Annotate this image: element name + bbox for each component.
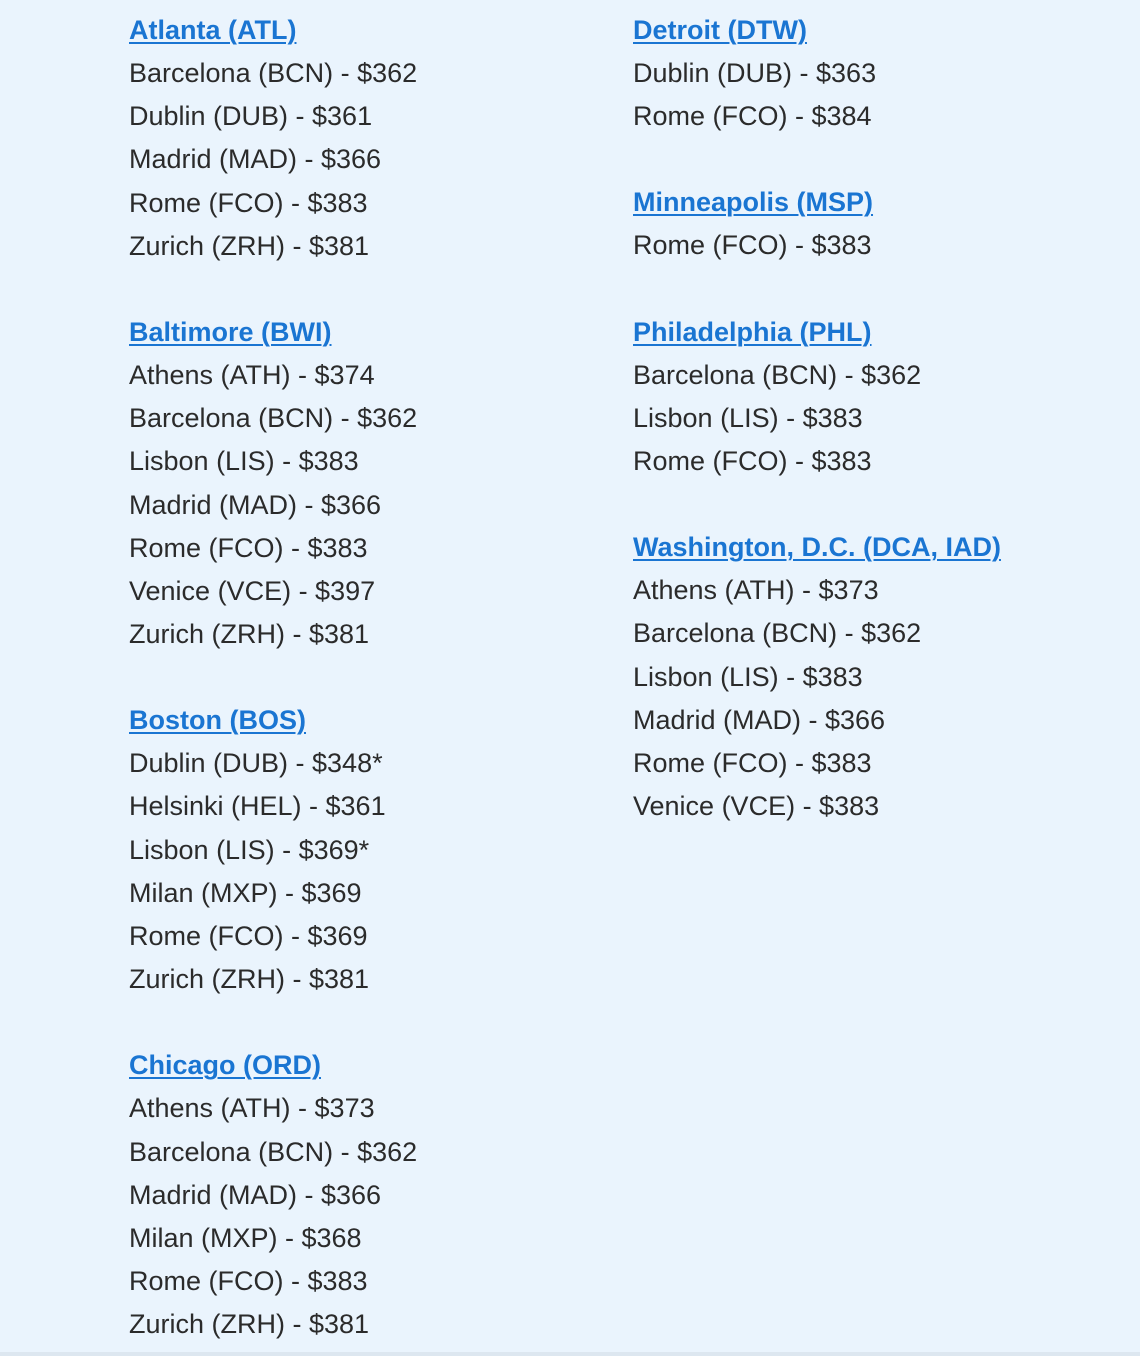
route-item: Rome (FCO) - $383 bbox=[633, 445, 872, 476]
route-item: Dublin (DUB) - $348* bbox=[129, 748, 383, 779]
origin-group-washington bbox=[633, 526, 1001, 828]
route-item: Barcelona (BCN) - $362 bbox=[129, 1136, 418, 1167]
origin-group-philadelphia bbox=[633, 311, 1001, 484]
route-item: Athens (ATH) - $374 bbox=[129, 359, 375, 390]
origin-link-detroit[interactable]: Detroit (DTW) bbox=[633, 15, 807, 45]
origin-link-philadelphia[interactable]: Philadelphia (PHL) bbox=[633, 316, 872, 347]
route-item: Zurich (ZRH) - $381 bbox=[129, 1309, 370, 1340]
origin-link-baltimore[interactable]: Baltimore (BWI) bbox=[129, 316, 332, 347]
route-item: Venice (VCE) - $397 bbox=[129, 575, 376, 606]
route-item: Lisbon (LIS) - $383 bbox=[129, 446, 359, 477]
route-item: Milan (MXP) - $369 bbox=[129, 877, 362, 908]
origin-group-detroit bbox=[633, 9, 1001, 138]
left-column bbox=[129, 9, 417, 1356]
route-item: Rome (FCO) - $383 bbox=[129, 532, 368, 563]
route-item: Barcelona (BCN) - $362 bbox=[129, 403, 418, 434]
route-list bbox=[633, 52, 1001, 138]
route-list bbox=[633, 354, 1001, 484]
origin-link-boston[interactable]: Boston (BOS) bbox=[129, 705, 306, 736]
route-item: Rome (FCO) - $383 bbox=[129, 1266, 368, 1297]
route-item: Athens (ATH) - $373 bbox=[633, 575, 879, 606]
route-list bbox=[129, 742, 417, 1001]
route-item: Madrid (MAD) - $366 bbox=[633, 704, 886, 735]
route-item: Zurich (ZRH) - $381 bbox=[129, 230, 370, 261]
route-item: Venice (VCE) - $383 bbox=[633, 791, 880, 822]
origin-group-atlanta bbox=[129, 9, 417, 268]
route-item: Barcelona (BCN) - $362 bbox=[633, 618, 922, 649]
route-list bbox=[129, 52, 417, 268]
route-list bbox=[633, 569, 1001, 828]
route-list bbox=[633, 224, 1001, 267]
right-column bbox=[633, 9, 1001, 871]
origin-group-chicago bbox=[129, 1044, 417, 1346]
origin-link-washington[interactable]: Washington, D.C. (DCA, IAD) bbox=[633, 532, 1001, 563]
route-item: Rome (FCO) - $383 bbox=[633, 747, 872, 778]
route-item: Rome (FCO) - $383 bbox=[129, 187, 368, 218]
route-item: Madrid (MAD) - $366 bbox=[129, 489, 382, 520]
route-item: Milan (MXP) - $368 bbox=[129, 1222, 362, 1253]
route-item: Barcelona (BCN) - $362 bbox=[633, 359, 922, 390]
route-item: Lisbon (LIS) - $383 bbox=[633, 661, 863, 692]
route-item: Lisbon (LIS) - $383 bbox=[633, 402, 863, 433]
route-item: Helsinki (HEL) - $361 bbox=[129, 791, 386, 822]
origin-link-atlanta[interactable]: Atlanta (ATL) bbox=[129, 15, 297, 45]
route-item: Rome (FCO) - $384 bbox=[633, 101, 872, 132]
route-item: Madrid (MAD) - $366 bbox=[129, 1179, 382, 1210]
origin-group-baltimore bbox=[129, 311, 417, 656]
origin-link-chicago[interactable]: Chicago (ORD) bbox=[129, 1050, 321, 1081]
route-item: Madrid (MAD) - $366 bbox=[129, 144, 382, 175]
route-item: Lisbon (LIS) - $369* bbox=[129, 834, 370, 865]
route-item: Athens (ATH) - $373 bbox=[129, 1093, 375, 1124]
origin-group-minneapolis bbox=[633, 181, 1001, 267]
route-item: Zurich (ZRH) - $381 bbox=[129, 619, 370, 650]
bottom-divider bbox=[0, 1352, 1140, 1356]
route-item: Dublin (DUB) - $361 bbox=[129, 101, 373, 132]
route-list bbox=[129, 1087, 417, 1346]
route-item: Rome (FCO) - $369 bbox=[129, 921, 368, 951]
route-item: Barcelona (BCN) - $362 bbox=[129, 58, 418, 88]
route-list bbox=[129, 354, 417, 656]
origin-group-boston bbox=[129, 699, 417, 1001]
route-item: Zurich (ZRH) - $381 bbox=[129, 964, 370, 995]
origin-link-minneapolis[interactable]: Minneapolis (MSP) bbox=[633, 187, 874, 218]
route-item: Rome (FCO) - $383 bbox=[633, 230, 872, 261]
route-item: Dublin (DUB) - $363 bbox=[633, 58, 877, 88]
